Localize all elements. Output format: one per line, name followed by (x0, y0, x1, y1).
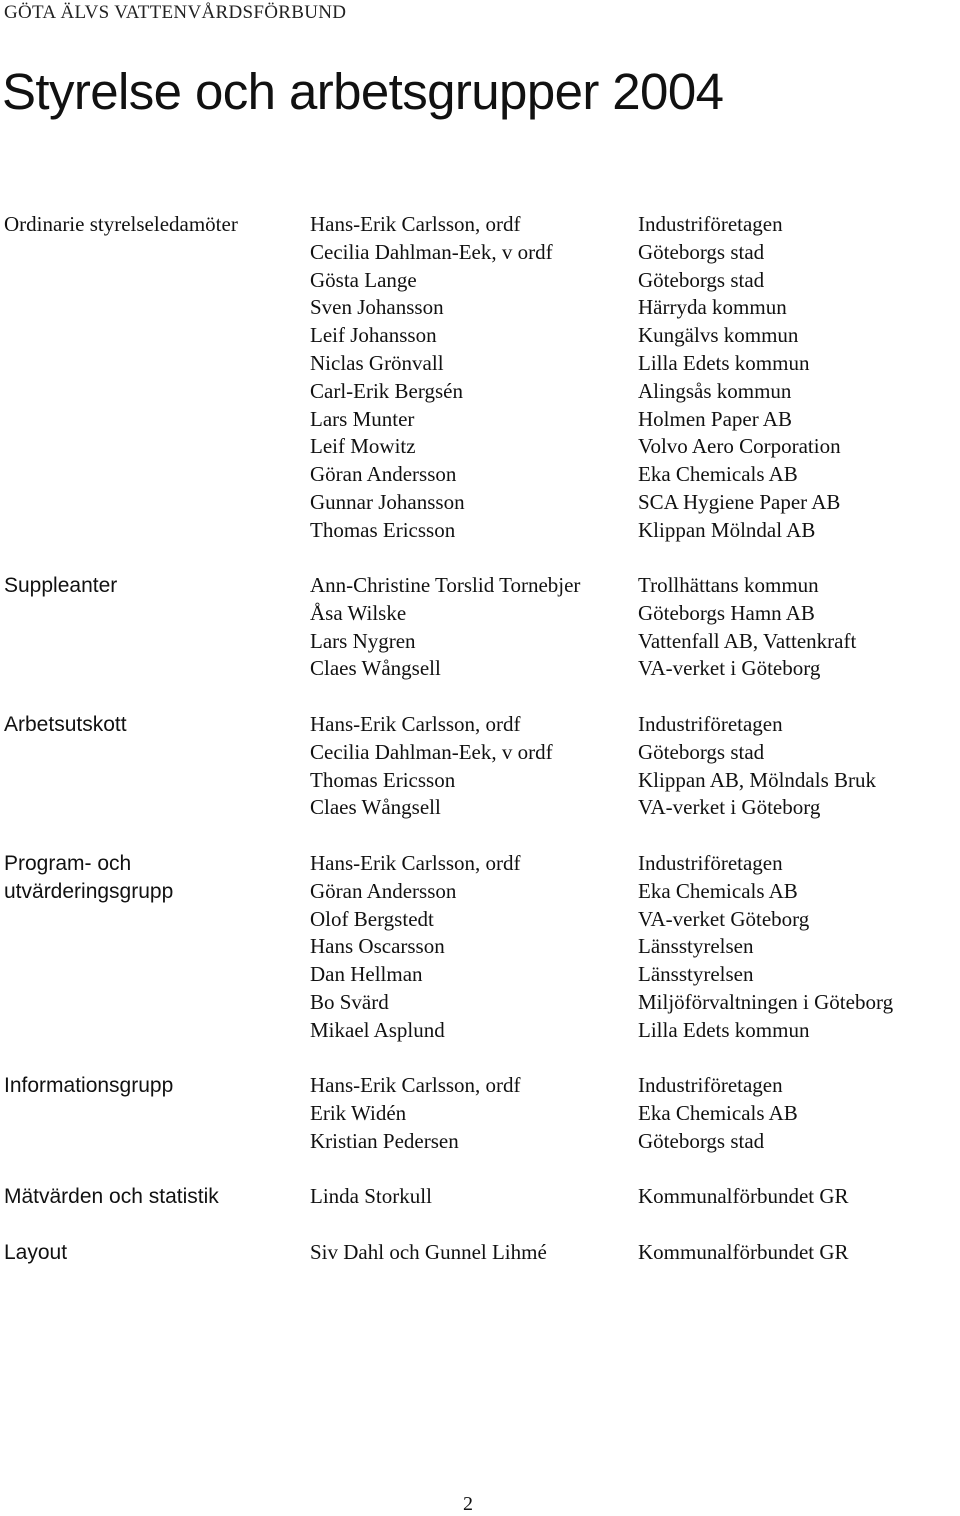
member-organization: Göteborgs stad (638, 239, 765, 264)
member-name: Dan Hellman (310, 962, 423, 987)
member-name: Ann-Christine Torslid Tornebjer (310, 573, 581, 597)
member-organizations (638, 1239, 849, 1267)
member-name: Carl-Erik Bergsén (310, 378, 463, 403)
member-name: Göran Andersson (310, 462, 457, 487)
member-organization: Lilla Edets kommun (638, 1017, 810, 1042)
member-name: Hans-Erik Carlsson, ordf (310, 851, 521, 875)
member-name: Hans-Erik Carlsson, ordf (310, 1073, 521, 1097)
member-organizations (638, 211, 841, 545)
member-names (310, 1072, 521, 1155)
group-label-line: Ordinarie styrelseledamöter (4, 212, 238, 236)
member-names (310, 850, 521, 1045)
member-organization: Kommunalförbundet GR (638, 1240, 849, 1264)
member-name: Hans Oscarsson (310, 934, 445, 959)
member-organization: Eka Chemicals AB (638, 878, 798, 903)
member-name: Leif Mowitz (310, 434, 416, 459)
member-name: Hans-Erik Carlsson, ordf (310, 712, 521, 736)
group-label-line: Layout (4, 1241, 68, 1264)
member-organization: Volvo Aero Corporation (638, 434, 841, 459)
member-name: Leif Johansson (310, 323, 437, 348)
member-organization: Härryda kommun (638, 295, 787, 320)
member-name: Linda Storkull (310, 1184, 432, 1208)
member-organization: Miljöförvaltningen i Göteborg (638, 989, 894, 1014)
member-organization: Lilla Edets kommun (638, 350, 810, 375)
member-organization: Industriföretagen (638, 712, 783, 736)
member-organization: SCA Hygiene Paper AB (638, 489, 841, 514)
member-organization: VA-verket i Göteborg (638, 656, 821, 681)
member-name: Sven Johansson (310, 295, 444, 320)
group-label (4, 1183, 219, 1211)
member-organization: Industriföretagen (638, 212, 783, 236)
member-organizations (638, 711, 876, 822)
organization-name: GÖTA ÄLVS VATTENVÅRDSFÖRBUND (4, 2, 347, 23)
member-organizations (638, 1072, 798, 1155)
member-name: Niclas Grönvall (310, 350, 444, 375)
member-organization: Klippan Mölndal AB (638, 517, 816, 542)
member-organization: Klippan AB, Mölndals Bruk (638, 767, 877, 792)
member-name: Siv Dahl och Gunnel Lihmé (310, 1240, 547, 1264)
member-organization: Alingsås kommun (638, 378, 792, 403)
member-name: Gunnar Johansson (310, 489, 465, 514)
member-organization: Göteborgs stad (638, 1128, 765, 1153)
member-name: Olof Bergstedt (310, 906, 434, 931)
member-names (310, 1239, 547, 1267)
member-organization: Industriföretagen (638, 1073, 783, 1097)
member-organization: VA-verket Göteborg (638, 906, 810, 931)
member-organization: Göteborgs stad (638, 267, 765, 292)
member-names (310, 211, 553, 545)
group-label (4, 211, 238, 239)
page-number: 2 (463, 1493, 473, 1515)
member-organization: Länsstyrelsen (638, 962, 754, 987)
member-organizations (638, 850, 893, 1045)
group-label-line: Arbetsutskott (4, 713, 127, 736)
group-label-line: Mätvärden och statistik (4, 1185, 219, 1208)
member-name: Claes Wångsell (310, 795, 441, 820)
member-name: Lars Nygren (310, 628, 416, 653)
group-label-line: utvärderingsgrupp (4, 879, 174, 903)
page-title: Styrelse och arbetsgrupper 2004 (2, 63, 724, 120)
member-names (310, 711, 553, 822)
member-organization: Eka Chemicals AB (638, 1100, 798, 1125)
member-name: Thomas Ericsson (310, 767, 456, 792)
member-name: Cecilia Dahlman-Eek, v ordf (310, 239, 553, 264)
member-organization: Eka Chemicals AB (638, 462, 798, 487)
group-label-line: Program- och (4, 852, 132, 875)
member-name: Gösta Lange (310, 267, 417, 292)
group-label (4, 1239, 67, 1267)
member-name: Cecilia Dahlman-Eek, v ordf (310, 739, 553, 764)
group-label (4, 850, 173, 906)
member-name: Hans-Erik Carlsson, ordf (310, 212, 521, 236)
member-organizations (638, 572, 856, 683)
member-organization: Kommunalförbundet GR (638, 1184, 849, 1208)
group-label (4, 572, 117, 600)
member-name: Mikael Asplund (310, 1017, 445, 1042)
member-name: Thomas Ericsson (310, 517, 456, 542)
member-name: Göran Andersson (310, 878, 457, 903)
member-organization: Göteborgs Hamn AB (638, 600, 815, 625)
member-organization: Trollhättans kommun (638, 573, 819, 597)
group-label (4, 1072, 173, 1100)
member-name: Claes Wångsell (310, 656, 441, 681)
member-names (310, 572, 580, 683)
member-organization: Industriföretagen (638, 851, 783, 875)
member-organizations (638, 1183, 849, 1211)
member-organization: Vattenfall AB, Vattenkraft (638, 628, 857, 653)
member-organization: VA-verket i Göteborg (638, 795, 821, 820)
member-name: Erik Widén (310, 1100, 407, 1125)
group-label (4, 711, 127, 739)
member-organization: Länsstyrelsen (638, 934, 754, 959)
group-label-line: Informationsgrupp (4, 1074, 174, 1097)
member-organization: Göteborgs stad (638, 739, 765, 764)
member-name: Bo Svärd (310, 989, 389, 1014)
member-organization: Kungälvs kommun (638, 323, 799, 348)
member-name: Kristian Pedersen (310, 1128, 459, 1153)
member-name: Åsa Wilske (310, 600, 407, 625)
member-organization: Holmen Paper AB (638, 406, 792, 431)
member-names (310, 1183, 432, 1211)
group-label-line: Suppleanter (4, 574, 118, 597)
member-name: Lars Munter (310, 406, 415, 431)
